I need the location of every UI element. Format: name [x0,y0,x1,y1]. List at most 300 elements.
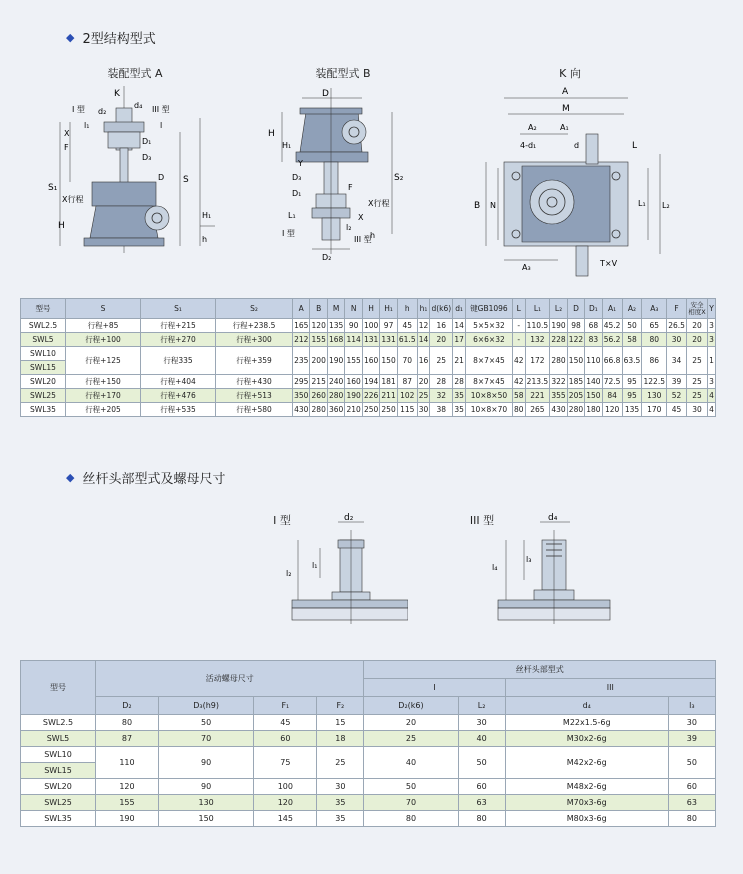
header-cell: D₃(h9) [158,697,253,715]
header-cell: D₁ [585,299,602,319]
table-cell: 80 [642,333,667,347]
table-row [21,375,716,389]
table-cell: 28 [453,375,466,389]
table-cell: 84 [602,389,622,403]
label-b-stroke: X行程 [368,199,390,208]
label-b-l2: l₂ [346,223,352,232]
table-cell: 355 [550,389,567,403]
table-cell: 35 [317,811,364,827]
table-cell: 8×7×45 [465,347,512,375]
table-cell: 97 [380,319,397,333]
table-cell: SWL25 [21,389,66,403]
label-k-tv: T×V [600,259,618,268]
table-cell: 10×8×50 [465,389,512,403]
header-cell: 键GB1096 [465,299,512,319]
table-cell: 39 [667,375,687,389]
label-type1: I 型 [72,105,85,114]
table-cell: 260 [310,389,327,403]
label-b-x: X [358,213,364,222]
nut-table-header-row [21,697,716,715]
label-t1-l1: l₁ [312,561,318,570]
table-cell: 行程+150 [66,375,141,389]
table-cell: 75 [254,747,317,779]
table-cell: 87 [397,375,417,389]
table-cell: 61.5 [397,333,417,347]
table-row [21,779,716,795]
header-cell: S₂ [216,299,293,319]
table-cell: 16 [417,347,430,375]
table-cell: 205 [567,389,584,403]
header-cell: A [293,299,310,319]
table-cell: 235 [293,347,310,375]
table-cell: 45 [667,403,687,417]
label-h1: H₁ [202,211,212,220]
section-title-screw-heads [66,468,225,487]
table-cell: 100 [254,779,317,795]
label-k-a1: A₁ [560,123,569,132]
table-row [21,731,716,747]
table-cell: 250 [380,403,397,417]
table-cell: 90 [158,747,253,779]
header-cell: D [567,299,584,319]
section-title-text: 2型结构型式 [82,32,156,47]
label-b-d2: D₂ [322,253,332,262]
table-cell: 95 [622,375,642,389]
table-cell: 25 [430,347,453,375]
table-cell: 100 [362,319,379,333]
label-d3: D₃ [142,153,152,162]
label-k-a: A [562,87,569,97]
table-cell: 21 [453,347,466,375]
table-cell: 25 [364,731,458,747]
table-cell: 40 [364,747,458,779]
table-cell: 160 [345,375,362,389]
table-cell: 30 [667,333,687,347]
table-cell: 行程+580 [216,403,293,417]
label-t1-d2: d₂ [344,513,354,523]
table-row [21,747,716,763]
table-cell: SWL10 [21,347,66,361]
table-cell: 6×6×32 [465,333,512,347]
table-cell: 150 [158,811,253,827]
table-cell: 190 [345,389,362,403]
label-b-type3: III 型 [354,235,372,244]
table-cell: 20 [430,333,453,347]
screw-type3-drawing [490,510,620,628]
table-cell: 20 [686,333,707,347]
label-t3-d4: d₄ [548,513,558,523]
table-cell: 行程+476 [141,389,216,403]
header-cell: S [66,299,141,319]
label-b-d1: D₁ [292,189,302,198]
table-row [21,333,716,347]
section-title-text: 丝杆头部型式及螺母尺寸 [82,472,226,487]
table-cell: SWL20 [21,779,96,795]
table-cell: 60 [254,731,317,747]
table-cell: 50 [364,779,458,795]
table-cell: 60 [458,779,505,795]
table-cell: 16 [430,319,453,333]
label-s1: S₁ [48,183,58,193]
label-stroke: X行程 [62,195,84,204]
table-cell: SWL2.5 [21,319,66,333]
header-cell: l₃ [668,697,715,715]
label-d4: d₄ [134,101,143,110]
table-cell: SWL5 [21,731,96,747]
table-cell: 228 [550,333,567,347]
table-cell: 30 [417,403,430,417]
table-cell: 70 [397,347,417,375]
table-cell: 114 [345,333,362,347]
label-b-hh: h [370,231,376,240]
table-cell: 190 [550,319,567,333]
table-row [21,715,716,731]
label-k-d: d [574,141,580,150]
label-t3-l4: l₄ [492,563,498,572]
table-cell: 210 [345,403,362,417]
table-cell: 3 [707,319,715,333]
header-cell: D₂ [96,697,159,715]
table-row [21,811,716,827]
table-cell: 56.2 [602,333,622,347]
table-cell: 行程+535 [141,403,216,417]
label-b-d: D [322,89,329,99]
table-cell: SWL15 [21,763,96,779]
table-cell: 42 [512,347,525,375]
table-cell: 45.2 [602,319,622,333]
table-cell: 3 [707,375,715,389]
table-cell: 70 [364,795,458,811]
table-cell: 180 [585,403,602,417]
table-cell: 200 [310,347,327,375]
table-cell: 130 [158,795,253,811]
table-cell: M80x3-6g [505,811,668,827]
table-cell: 181 [380,375,397,389]
table-cell: 42 [512,375,525,389]
table-cell: 行程+85 [66,319,141,333]
table-cell: 34 [667,347,687,375]
header-cell: F₁ [254,697,317,715]
table-cell: M30x2-6g [505,731,668,747]
table-cell: 35 [317,795,364,811]
screw-type3-title: III 型 [469,514,495,527]
header-cell: d₄ [505,697,668,715]
table-cell: 80 [458,811,505,827]
table-cell: 30 [458,715,505,731]
table-cell: 170 [642,403,667,417]
table-cell: 160 [362,347,379,375]
table-cell: M48x2-6g [505,779,668,795]
label-l: l [160,121,163,130]
header-cell: L [512,299,525,319]
header-cell: M [327,299,344,319]
header-cell: h₁ [417,299,430,319]
table-cell: SWL35 [21,403,66,417]
table-cell: 131 [380,333,397,347]
table-cell: 430 [293,403,310,417]
table-cell: 3 [707,333,715,347]
nut-table-header-row [21,661,716,679]
header-cell: L₁ [525,299,550,319]
table-cell: M42x2-6g [505,747,668,779]
table-cell: 280 [567,403,584,417]
table-cell: 215 [310,375,327,389]
table-cell: 185 [567,375,584,389]
table-cell: 20 [417,375,430,389]
table-row [21,795,716,811]
table-cell: 行程+270 [141,333,216,347]
label-l1: l₁ [84,121,90,130]
diagram-k-title: K 向 [559,67,581,80]
table-cell: SWL20 [21,375,66,389]
label-s: S [183,175,189,185]
label-k-l: L [632,141,638,151]
table-cell: 行程+215 [141,319,216,333]
label-f: F [64,143,69,152]
header-cell: d₁ [453,299,466,319]
table-cell: 行程+125 [66,347,141,375]
table-cell: 50 [458,747,505,779]
table-cell: 35 [453,403,466,417]
table-cell: 50 [158,715,253,731]
table-cell: 110.5 [525,319,550,333]
table-cell: 行程+359 [216,347,293,375]
table-cell: 120 [96,779,159,795]
table-cell: 25 [686,375,707,389]
spec-table-header-row [21,299,716,319]
header-cell-type3: III [505,679,715,697]
table-cell: 30 [668,715,715,731]
header-cell: F [667,299,687,319]
header-cell: L₂ [458,697,505,715]
table-cell: 40 [458,731,505,747]
table-cell: 4 [707,389,715,403]
diagram-a-title: 装配型式 A [107,67,163,80]
label-x: X [64,129,70,138]
table-cell: 行程+170 [66,389,141,403]
table-cell: 130 [642,389,667,403]
header-cell-model: 型号 [21,661,96,715]
table-cell: 150 [585,389,602,403]
label-k-n: N [490,201,496,210]
table-cell: 70 [158,731,253,747]
table-row [21,319,716,333]
table-cell: 72.5 [602,375,622,389]
table-cell: 140 [585,375,602,389]
header-cell: 型号 [21,299,66,319]
header-cell: S₁ [141,299,216,319]
diamond-bullet-icon: ◆ [66,31,75,44]
table-cell: 87 [96,731,159,747]
table-cell: 行程335 [141,347,216,375]
header-cell: H [362,299,379,319]
table-cell: 行程+404 [141,375,216,389]
table-cell: 28 [430,375,453,389]
table-cell: 4 [707,403,715,417]
label-b-h: H [268,129,275,139]
spec-table [20,298,716,417]
table-cell: 10×8×70 [465,403,512,417]
table-cell: 90 [158,779,253,795]
table-cell: 102 [397,389,417,403]
table-cell: 135 [622,403,642,417]
table-cell: 110 [585,347,602,375]
table-cell: SWL5 [21,333,66,347]
table-cell: 25 [417,389,430,403]
table-cell: 430 [550,403,567,417]
table-cell: 250 [362,403,379,417]
label-d1: D₁ [142,137,152,146]
diamond-bullet-icon: ◆ [66,471,75,484]
table-cell: - [512,319,525,333]
table-cell: 20 [686,319,707,333]
table-cell: 213.5 [525,375,550,389]
label-k-a3: A₃ [522,263,531,272]
table-row [21,389,716,403]
label-k: K [114,89,120,99]
table-cell: 35 [453,389,466,403]
screw-type1-title: I 型 [273,514,291,527]
table-cell: - [512,333,525,347]
table-cell: 行程+100 [66,333,141,347]
table-cell: 155 [310,333,327,347]
table-cell: 66.8 [602,347,622,375]
table-cell: 80 [96,715,159,731]
assembly-a-drawing [40,78,215,260]
table-cell: 90 [345,319,362,333]
table-cell: 194 [362,375,379,389]
table-cell: 15 [317,715,364,731]
label-k-d1: 4-d₁ [520,141,537,150]
table-cell: 12 [417,319,430,333]
table-cell: SWL2.5 [21,715,96,731]
table-cell: 38 [430,403,453,417]
table-cell: 25 [686,389,707,403]
table-cell: SWL10 [21,747,96,763]
table-cell: 165 [293,319,310,333]
header-cell: A₂ [622,299,642,319]
table-cell: 45 [397,319,417,333]
header-cell: D₂(k6) [364,697,458,715]
table-cell: 行程+430 [216,375,293,389]
header-cell: B [310,299,327,319]
table-cell: 80 [512,403,525,417]
table-cell: 360 [327,403,344,417]
table-cell: 98 [567,319,584,333]
label-hh: h [202,235,208,244]
table-cell: 39 [668,731,715,747]
table-cell: 18 [317,731,364,747]
header-cell-screw-head: 丝杆头部型式 [364,661,716,679]
table-row [21,347,716,361]
table-cell: 221 [525,389,550,403]
header-cell: A₁ [602,299,622,319]
header-cell: F₂ [317,697,364,715]
table-cell: 50 [622,319,642,333]
table-cell: 行程+238.5 [216,319,293,333]
table-cell: 172 [525,347,550,375]
table-cell: 280 [310,403,327,417]
table-row [21,403,716,417]
section-title-structure [66,28,156,47]
table-cell: 30 [686,403,707,417]
table-cell: 145 [254,811,317,827]
label-k-a2: A₂ [528,123,537,132]
table-cell: 120 [310,319,327,333]
diagram-b-title: 装配型式 B [315,67,371,80]
table-cell: 14 [453,319,466,333]
label-b-type1: I 型 [282,229,295,238]
header-cell: d(k6) [430,299,453,319]
table-cell: 150 [380,347,397,375]
label-d: D [158,173,165,182]
table-cell: 行程+205 [66,403,141,417]
header-cell: 安全相度X [686,299,707,319]
table-cell: 63.5 [622,347,642,375]
table-cell: 350 [293,389,310,403]
table-cell: 150 [567,347,584,375]
label-t3-l3: l₃ [526,555,532,564]
header-cell: Y [707,299,715,319]
table-cell: 80 [364,811,458,827]
table-cell: 20 [364,715,458,731]
header-cell: N [345,299,362,319]
table-cell: M70x3-6g [505,795,668,811]
table-cell: 115 [397,403,417,417]
table-cell: 155 [345,347,362,375]
table-cell: 122.5 [642,375,667,389]
table-cell: 17 [453,333,466,347]
table-cell: 50 [668,747,715,779]
label-b-s2: S₂ [394,173,404,183]
label-k-b: B [474,201,481,211]
table-cell: 52 [667,389,687,403]
header-cell: A₃ [642,299,667,319]
table-cell: 122 [567,333,584,347]
header-cell: h [397,299,417,319]
nut-table [20,660,716,827]
label-h: H [58,221,65,231]
table-cell: 168 [327,333,344,347]
table-cell: 1 [707,347,715,375]
table-cell: 131 [362,333,379,347]
table-cell: 322 [550,375,567,389]
table-cell: SWL35 [21,811,96,827]
table-cell: 280 [327,389,344,403]
table-cell: 135 [327,319,344,333]
label-b-h1: H₁ [282,141,292,150]
table-cell: 110 [96,747,159,779]
table-cell: 190 [327,347,344,375]
table-cell: 30 [317,779,364,795]
table-cell: 120 [254,795,317,811]
label-k-l2: L₂ [662,201,670,210]
table-cell: SWL15 [21,361,66,375]
table-cell: 86 [642,347,667,375]
table-cell: 63 [458,795,505,811]
table-cell: 32 [430,389,453,403]
table-cell: 240 [327,375,344,389]
table-cell: 14 [417,333,430,347]
table-cell: 95 [622,389,642,403]
table-cell: 190 [96,811,159,827]
table-cell: 45 [254,715,317,731]
label-t1-l2: l₂ [286,569,292,578]
label-k-m: M [562,104,570,114]
table-cell: 25 [686,347,707,375]
table-cell: 5×5×32 [465,319,512,333]
label-d2: d₂ [98,107,107,116]
